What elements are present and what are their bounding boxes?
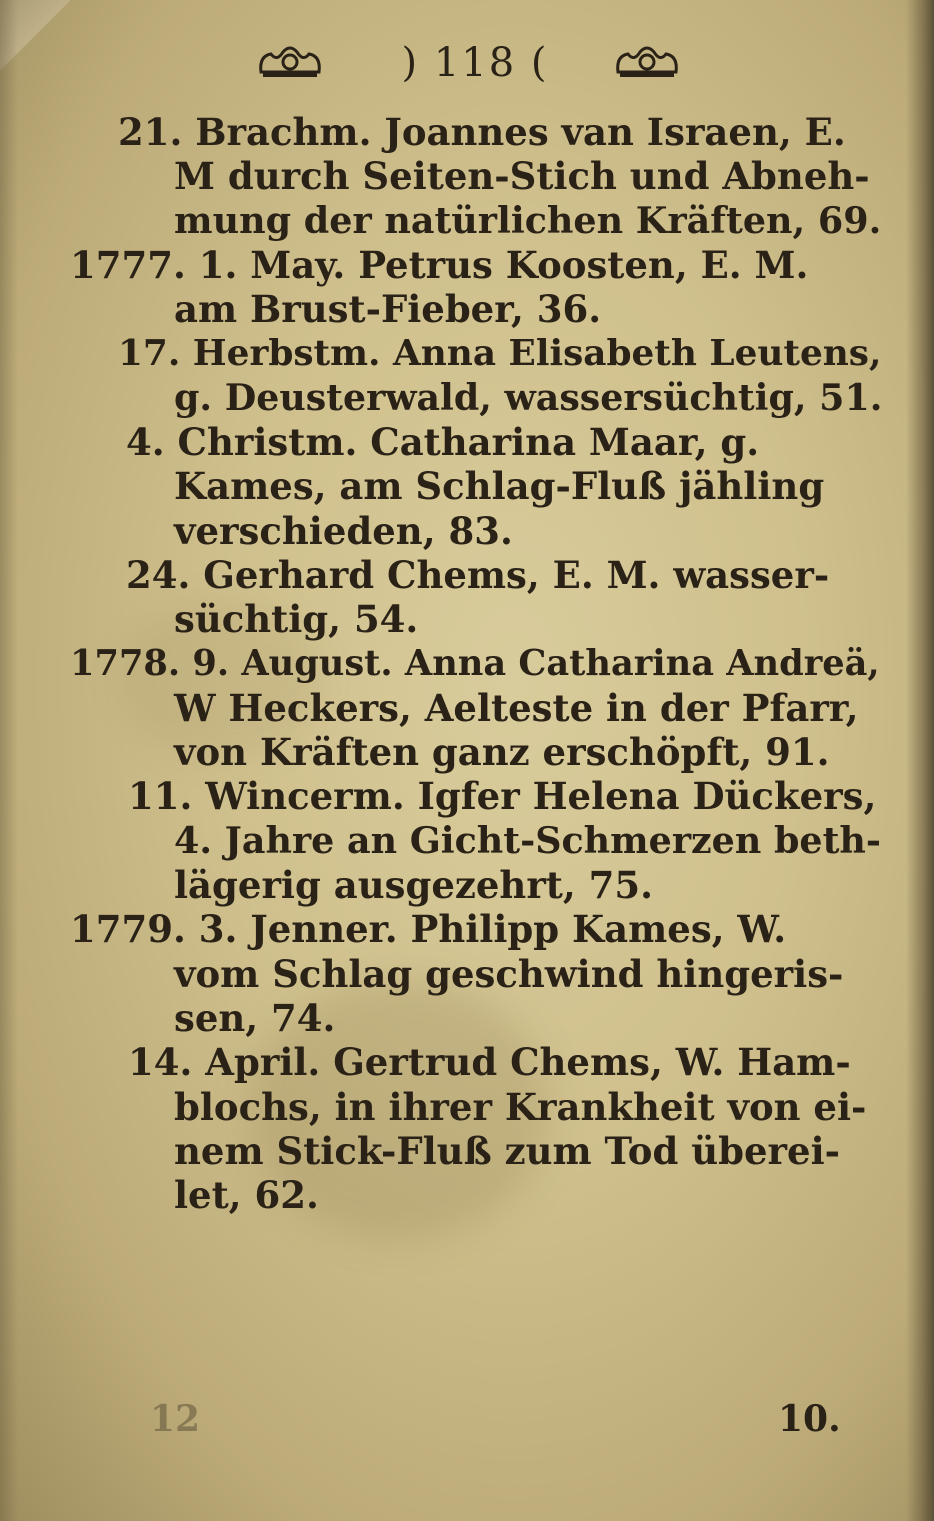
page-number: ) 118 ( — [401, 40, 549, 86]
text-line: am Brust-Fieber, 36. — [174, 287, 602, 332]
page-footer — [0, 1398, 934, 1448]
text-line: von Kräften ganz erschöpft, 91. — [174, 730, 830, 775]
text-line: 4. Christm. Catharina Maar, g. — [126, 420, 760, 465]
text-line: lägerig ausgezehrt, 75. — [174, 863, 654, 908]
text-line: mung der natürlichen Kräften, 69. — [174, 198, 882, 242]
text-line: g. Deusterwald, wassersüchtig, 51. — [174, 375, 883, 419]
page-header — [0, 36, 934, 96]
text-line: nem Stick-Fluß zum Tod überei- — [174, 1128, 840, 1173]
text-line: Kames, am Schlag-Fluß jähling — [174, 464, 825, 509]
text-line: 21. Brachm. Joannes van Israen, E. — [118, 110, 846, 154]
text-line: verschieden, 83. — [174, 508, 513, 553]
page-edge-left — [0, 0, 18, 1521]
text-line: M durch Seiten-Stich und Abneh- — [174, 154, 870, 199]
text-line: sen, 74. — [174, 995, 336, 1040]
text-line: 4. Jahre an Gicht-Schmerzen beth- — [174, 818, 881, 862]
text-line: let, 62. — [174, 1173, 319, 1218]
text-line: 11. Wincerm. Igfer Helena Dückers, — [128, 774, 877, 819]
text-line: süchtig, 54. — [174, 597, 419, 642]
text-line: W Heckers, Aelteste in der Pfarr, — [174, 685, 859, 730]
register-entries — [70, 110, 883, 1218]
crown-ornament-icon — [612, 42, 682, 82]
text-line: 14. April. Gertrud Chems, W. Ham- — [128, 1040, 851, 1085]
text-line: 1778. 9. August. Anna Catharina Andreä, — [70, 642, 880, 684]
bleed-through-mark: 12 — [150, 1398, 201, 1440]
signature-mark: 10. — [778, 1398, 841, 1440]
crown-ornament-icon — [255, 42, 325, 82]
text-line: 24. Gerhard Chems, E. M. wasser- — [126, 552, 830, 597]
text-line: 17. Herbstm. Anna Elisabeth Leutens, — [118, 332, 882, 375]
text-line: 1777. 1. May. Petrus Koosten, E. M. — [70, 242, 809, 287]
text-line: 1779. 3. Jenner. Philipp Kames, W. — [70, 907, 787, 952]
page-edge-right — [906, 0, 934, 1521]
text-line: blochs, in ihrer Krankheit von ei- — [174, 1084, 867, 1129]
text-line: vom Schlag geschwind hingeris- — [174, 951, 844, 996]
